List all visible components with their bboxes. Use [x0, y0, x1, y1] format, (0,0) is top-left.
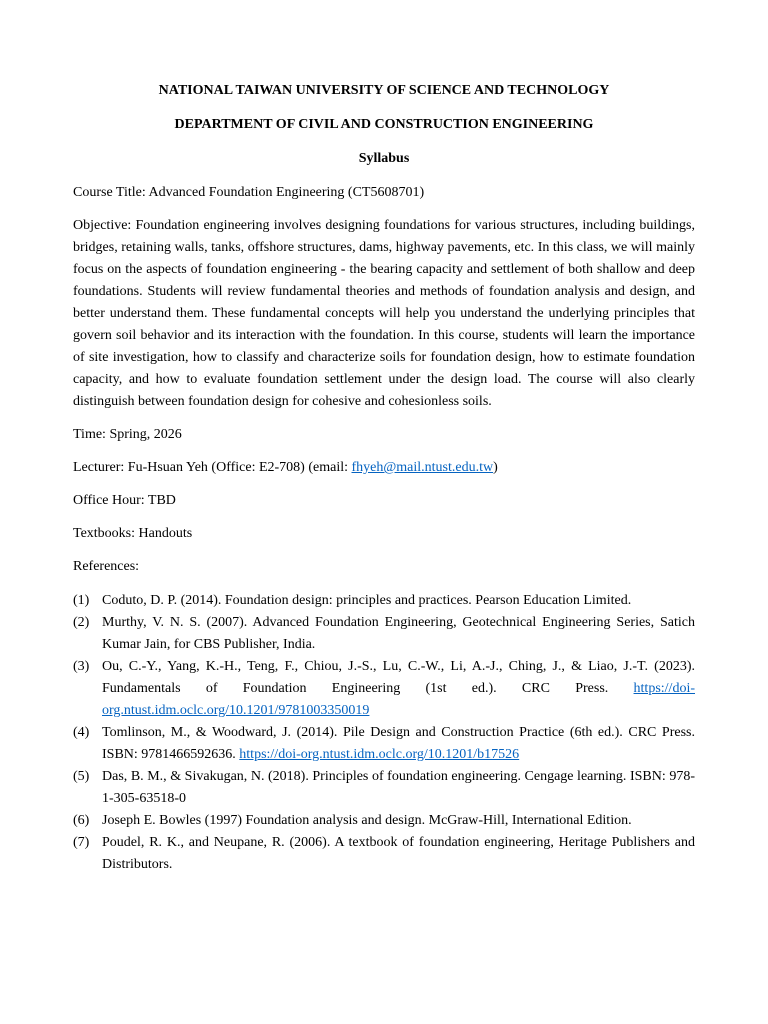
- lecturer-email-link[interactable]: fhyeh@mail.ntust.edu.tw: [351, 460, 494, 475]
- course-title: Course Title: Advanced Foundation Engineering (CT5608701): [73, 185, 425, 200]
- reference-text: Poudel, R. K., and Neupane, R. (2006). A textbook of foundation engineering, Heritage Publishers and Distributors.: [102, 835, 695, 872]
- reference-item: [73, 590, 695, 612]
- course-objective: Objective: Foundation engineering involves designing foundations for various structures, including buildings, bridges, retaining walls, tanks, offshore structures, dams, highway pavements, etc. In this class, we will mainly focus on the aspects of foundation engineering - the bearing capacity and settlement of both shallow and deep foundations. Students will review fundamental theories and methods of foundation analysis and design, and better understand them. These fundamental concepts will help you understand the underlying principles that govern soil behavior and its interaction with the foundation. In this course, students will learn the importance of site investigation, how to classify and characterize soils for foundation design, how to estimate foundation capacity, and how to evaluate foundation settlement under the design load. The course will also clearly distinguish between foundation design for cohesive and cohesionless soils.: [73, 218, 695, 409]
- reference-number: (6): [73, 813, 90, 828]
- reference-number: (2): [73, 615, 90, 630]
- reference-item: [73, 656, 695, 722]
- reference-item: [73, 766, 695, 810]
- reference-text: Ou, C.-Y., Yang, K.-H., Teng, F., Chiou, J.-S., Lu, C.-W., Li, A.-J., Ching, J., & Liao, J.-T. (2023). Fundamentals of Foundation Engineering (1st ed.). CRC Press.: [102, 659, 695, 696]
- lecturer-suffix: ): [493, 460, 498, 475]
- department-title: DEPARTMENT OF CIVIL AND CONSTRUCTION ENGINEERING: [174, 117, 594, 132]
- references-label: References:: [73, 559, 140, 574]
- lecturer-line: [73, 457, 695, 479]
- reference-doi-link[interactable]: https://doi-org.ntust.idm.oclc.org/10.1201/9781003350019: [102, 681, 695, 718]
- reference-text: Das, B. M., & Sivakugan, N. (2018). Principles of foundation engineering. Cengage learning. ISBN: 978-1-305-63518-0: [102, 769, 695, 806]
- reference-doi-link[interactable]: https://doi-org.ntust.idm.oclc.org/10.1201/b17526: [239, 747, 520, 762]
- reference-text: Murthy, V. N. S. (2007). Advanced Foundation Engineering, Geotechnical Engineering Series, Satich Kumar Jain, for CBS Publisher, India.: [102, 615, 695, 652]
- reference-text: Tomlinson, M., & Woodward, J. (2014). Pile Design and Construction Practice (6th ed.). CRC Press. ISBN: 9781466592636.: [102, 725, 695, 762]
- reference-item: [73, 722, 695, 766]
- reference-item: [73, 832, 695, 876]
- reference-number: (4): [73, 725, 90, 740]
- reference-number: (3): [73, 659, 90, 674]
- reference-number: (1): [73, 593, 90, 608]
- reference-item: [73, 810, 695, 832]
- course-time: Time: Spring, 2026: [73, 427, 182, 442]
- references-list: [73, 590, 695, 876]
- reference-number: (7): [73, 835, 90, 850]
- reference-text: Coduto, D. P. (2014). Foundation design: principles and practices. Pearson Education Limited.: [102, 593, 632, 608]
- reference-number: (5): [73, 769, 90, 784]
- reference-item: [73, 612, 695, 656]
- reference-text: Joseph E. Bowles (1997) Foundation analysis and design. McGraw-Hill, International Edition.: [102, 813, 632, 828]
- textbooks: Textbooks: Handouts: [73, 526, 193, 541]
- lecturer-info: Lecturer: Fu-Hsuan Yeh (Office: E2-708) (email:: [73, 460, 352, 475]
- office-hour: Office Hour: TBD: [73, 493, 176, 508]
- document-type-title: Syllabus: [358, 151, 410, 166]
- university-title: NATIONAL TAIWAN UNIVERSITY OF SCIENCE AND TECHNOLOGY: [158, 83, 610, 98]
